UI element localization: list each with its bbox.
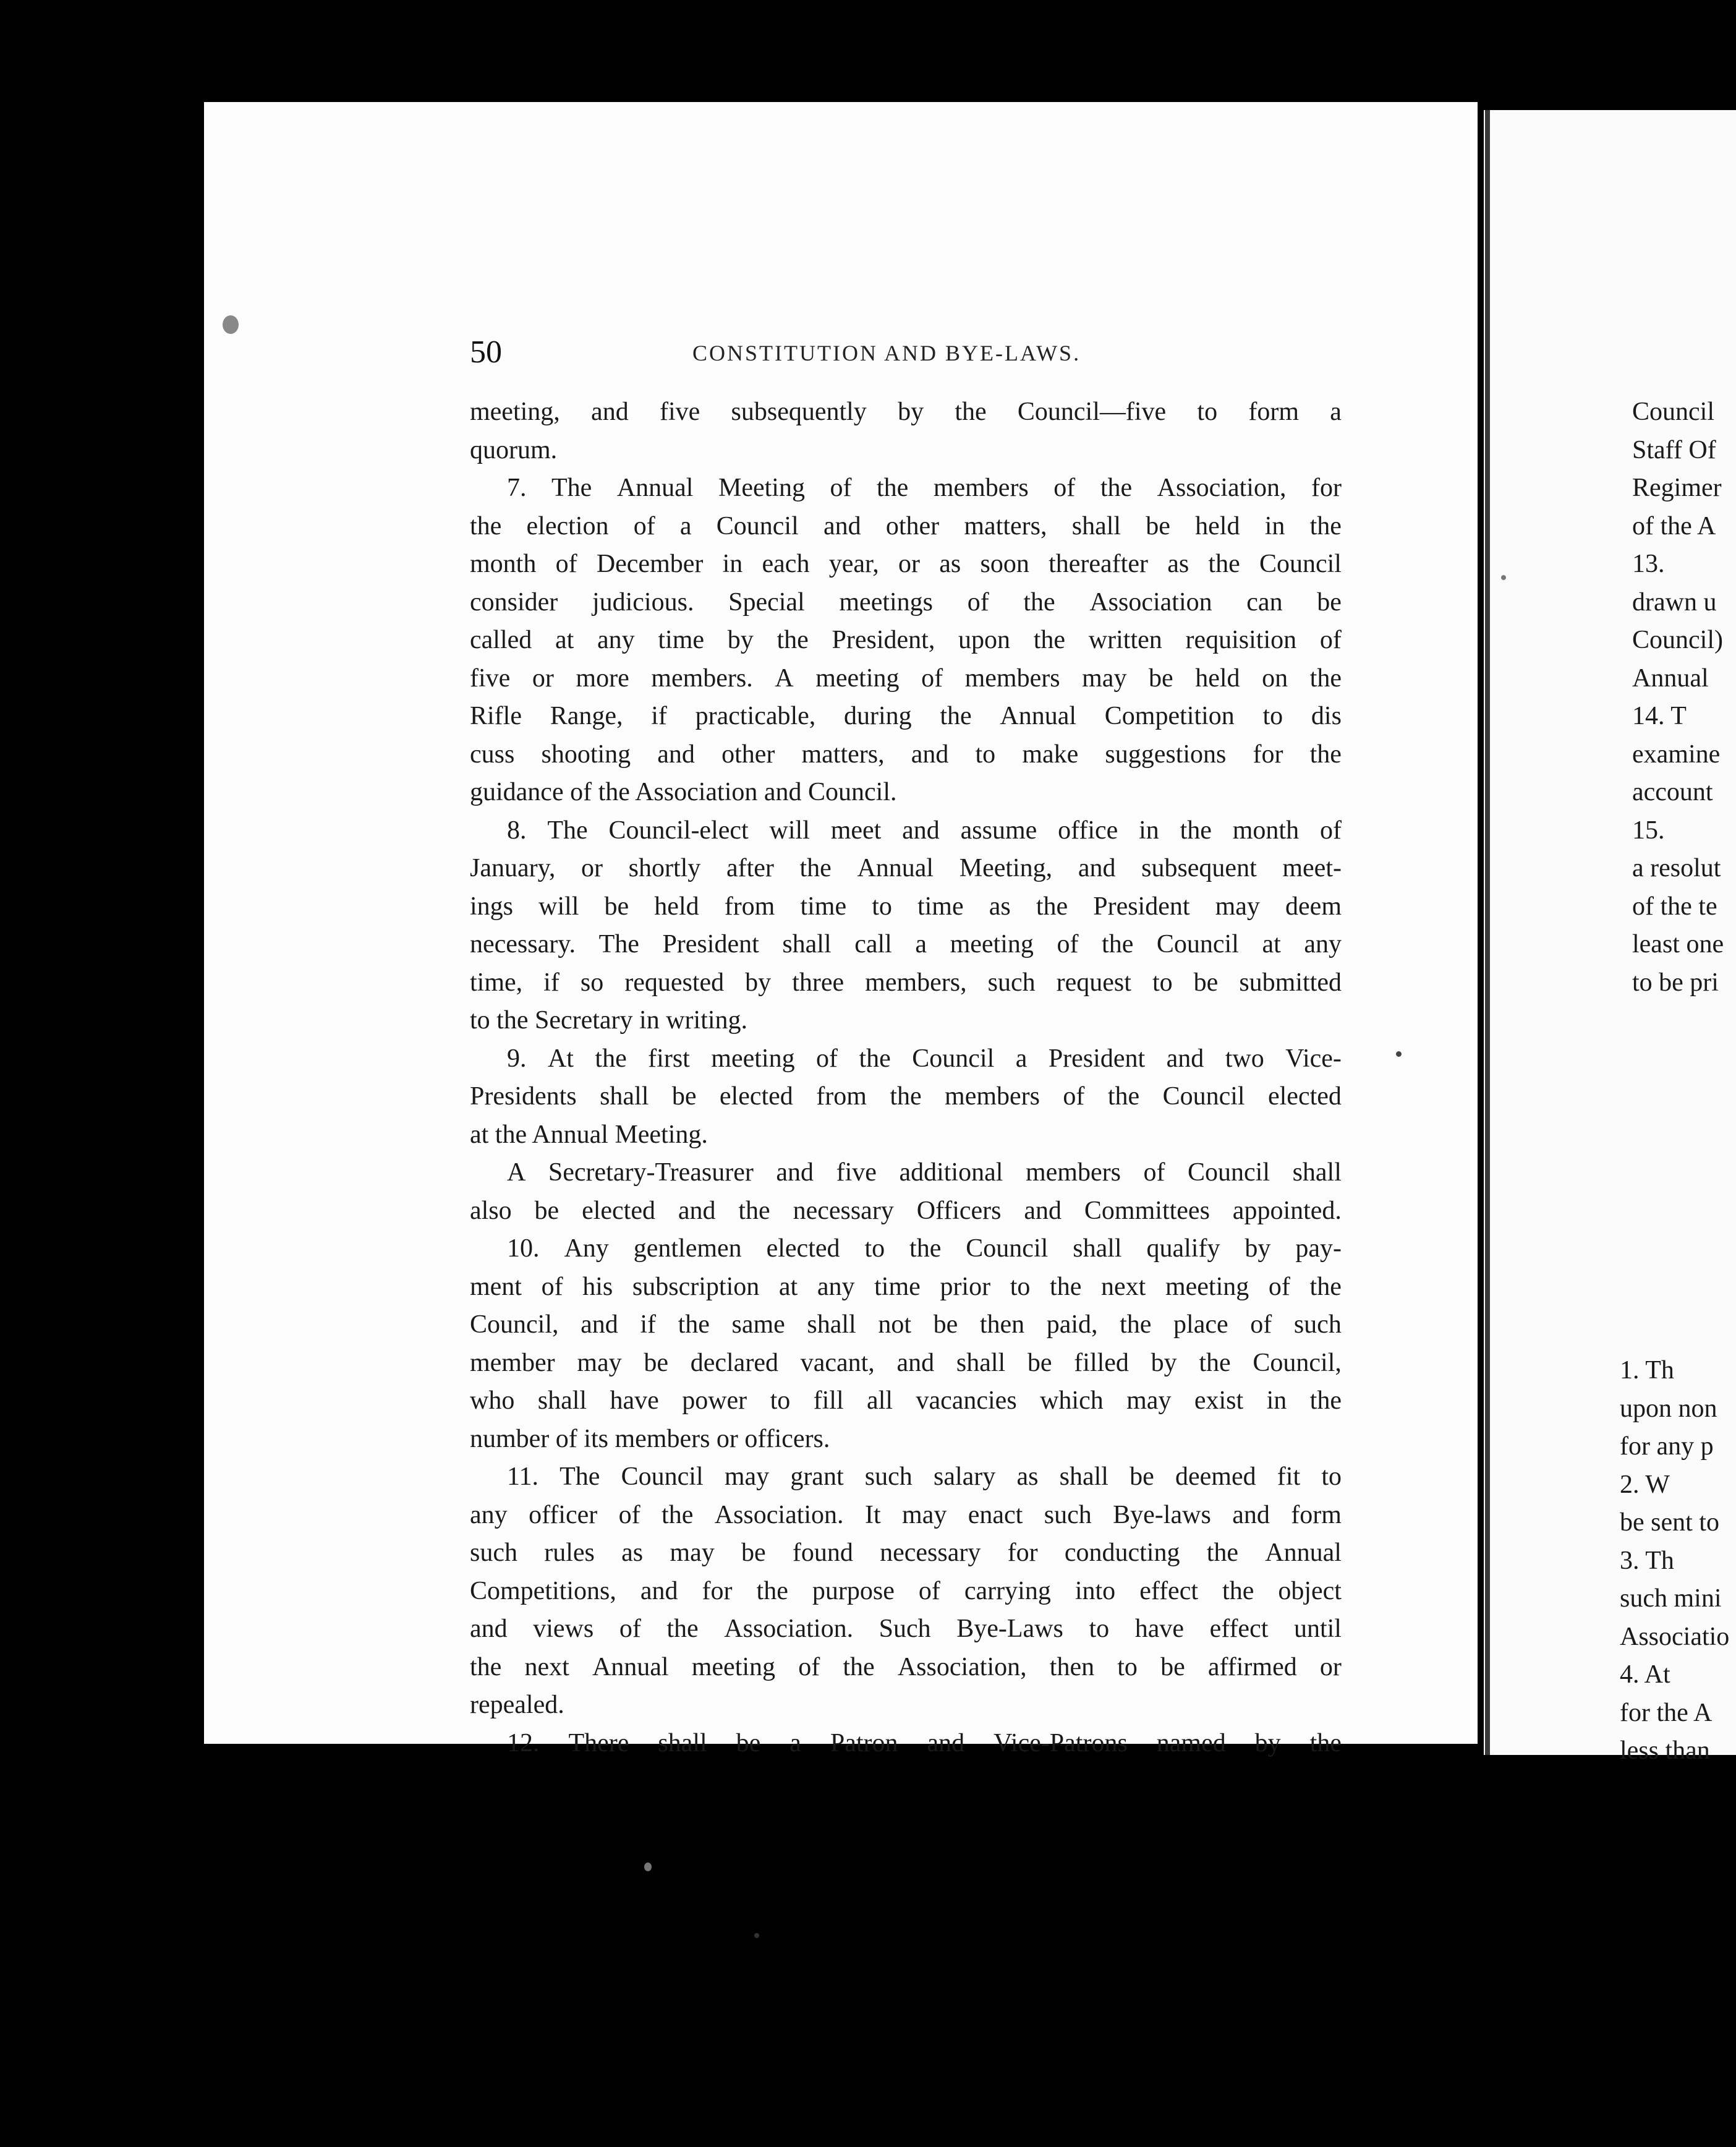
text-line: 11. The Council may grant such salary as shall be deemed fit to [507,1462,1342,1491]
facing-page-line: Council [1632,398,1714,426]
facing-page-line: to be pri [1632,968,1719,997]
text-line: member may be declared vacant, and shall be filled by the Council, [470,1348,1342,1377]
facing-page-line: 13. [1632,550,1665,578]
text-line: the election of a Council and other matters, shall be held in the [470,511,1342,540]
facing-page-line: least one [1632,930,1724,958]
running-title: CONSTITUTION AND BYE-LAWS. [692,341,1081,365]
text-line: guidance of the Association and Council. [470,778,897,806]
right-column-upper [1632,393,1736,1002]
text-line: 8. The Council-elect will meet and assume office in the month of [507,816,1342,845]
facing-page-line: 15. [1632,816,1665,845]
facing-page-line: of the te [1632,892,1717,921]
page-gutter [1485,110,1490,1755]
facing-page-line: 1. Th [1620,1356,1674,1385]
text-line: Presidents shall be elected from the members of the Council elected [470,1082,1342,1111]
text-line: 7. The Annual Meeting of the members of the Association, for [507,474,1342,502]
facing-page-line: 2. W [1620,1470,1670,1499]
text-line: called at any time by the President, upon the written requisition of [470,626,1342,654]
facing-page-line: Annual [1632,664,1709,693]
facing-page-line: a resolut [1632,854,1721,882]
text-line: January, or shortly after the Annual Meeting, and subsequent meet- [470,854,1342,882]
facing-page-line: Staff Of [1632,435,1716,464]
scan-speck [223,315,239,334]
text-line: Council, and if the same shall not be then paid, the place of such [470,1310,1342,1339]
text-line: 12. There shall be a Patron and Vice-Patrons named by the [507,1728,1342,1757]
facing-page-line: 4. At [1620,1660,1670,1689]
text-line: the next Annual meeting of the Association, then to be affirmed or [470,1652,1342,1681]
text-line: such rules as may be found necessary for conducting the Annual [470,1539,1342,1567]
text-line: cuss shooting and other matters, and to make suggestions for the [470,740,1342,769]
text-line: Rifle Range, if practicable, during the Annual Competition to dis [470,702,1342,730]
facing-page-line: less than [1620,1736,1710,1765]
scan-speck [644,1863,652,1871]
text-line: also be elected and the necessary Officers and Committees appointed. [470,1196,1342,1225]
facing-page-line: for the A [1620,1698,1713,1727]
facing-page-line: examine [1632,740,1721,769]
text-line: Competitions, and for the purpose of carrying into effect the object [470,1576,1342,1605]
text-line: at the Annual Meeting. [470,1120,708,1149]
text-line: ings will be held from time to time as the President may deem [470,892,1342,921]
facing-page-line: for any p [1620,1432,1714,1461]
facing-page-line: account [1632,778,1713,806]
text-line: 9. At the first meeting of the Council a President and two Vice- [507,1044,1342,1073]
text-line: quorum. [470,435,558,464]
facing-page-line: Regimer [1632,474,1722,502]
text-line: month of December in each year, or as soon thereafter as the Council [470,550,1342,578]
text-line: necessary. The President shall call a meeting of the Council at any [470,930,1342,958]
scan-speck [1396,1051,1402,1057]
facing-page-line: 3. Th [1620,1546,1674,1575]
text-line: 10. Any gentlemen elected to the Council shall qualify by pay- [507,1234,1342,1263]
scan-speck [1501,575,1506,580]
text-line: repealed. [470,1691,564,1719]
text-line: who shall have power to fill all vacancies which may exist in the [470,1386,1342,1415]
text-line: ment of his subscription at any time prior to the next meeting of the [470,1272,1342,1301]
text-line: consider judicious. Special meetings of the Association can be [470,587,1342,617]
text-line: to the Secretary in writing. [470,1006,748,1035]
text-line: and views of the Association. Such Bye-Laws to have effect until [470,1615,1342,1643]
text-line: five or more members. A meeting of members may be held on the [470,664,1342,693]
page-number: 50 [470,335,502,370]
scan-speck [754,1933,759,1938]
right-column-lower [1620,1352,1736,1770]
text-line: A Secretary-Treasurer and five additional members of Council shall [507,1158,1342,1187]
text-line: meeting, and five subsequently by the Council—five to form a [470,398,1342,426]
facing-page-line: upon non [1620,1394,1717,1423]
text-line: time, if so requested by three members, such request to be submitted [470,968,1342,997]
text-line: any officer of the Association. It may enact such Bye-laws and form [470,1500,1342,1529]
facing-page-line: be sent to [1620,1508,1719,1537]
facing-page-line: Associatio [1620,1622,1730,1651]
facing-page-line: drawn u [1632,587,1717,617]
text-line: number of its members or officers. [470,1424,830,1453]
body-text [470,393,1342,1762]
facing-page-line: Council) [1632,626,1723,654]
facing-page-line: 14. T [1632,702,1687,730]
facing-page-line: of the A [1632,511,1716,540]
page-header [470,334,1348,371]
facing-page-line: such mini [1620,1584,1722,1613]
